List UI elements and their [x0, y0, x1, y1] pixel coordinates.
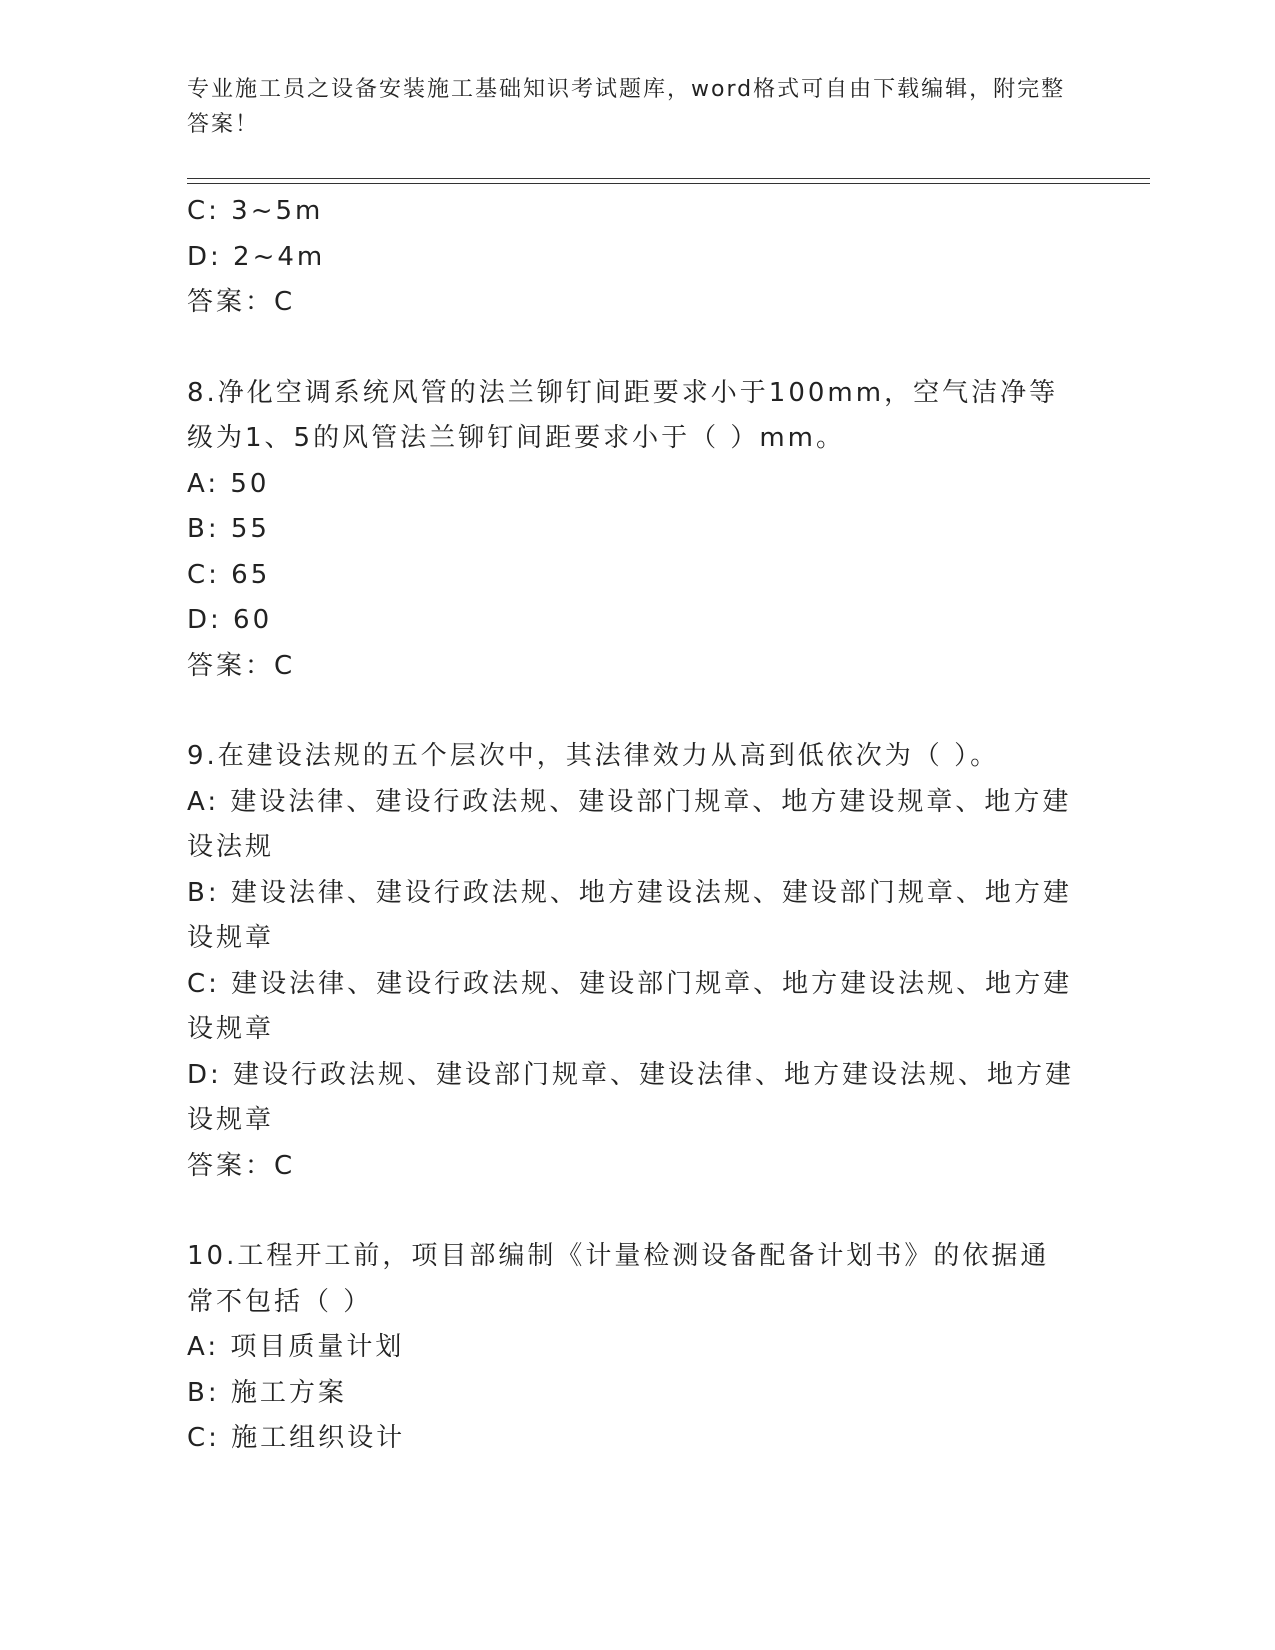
question-stem: 8.净化空调系统风管的法兰铆钉间距要求小于100mm，空气洁净等级为1、5的风管法兰铆钉间距要求小于（ ）mm。	[187, 377, 1059, 453]
option-c: C: 建设法律、建设行政法规、建设部门规章、地方建设法规、地方建设规章	[187, 968, 1073, 1044]
option-a: A: 50	[187, 468, 270, 499]
option-c: C: 3~5m	[187, 196, 324, 226]
option-b: B: 55	[187, 514, 270, 544]
header-divider-top	[187, 178, 1150, 179]
question-list	[187, 189, 1087, 1462]
answer-line: 答案：C	[187, 1150, 296, 1181]
question-9	[187, 734, 1087, 1189]
question-7-continuation	[187, 189, 1087, 326]
answer-line: 答案：C	[187, 650, 296, 681]
question-stem: 10.工程开工前，项目部编制《计量检测设备配备计划书》的依据通常不包括（ ）	[187, 1241, 1050, 1317]
answer-line: 答案：C	[187, 287, 296, 317]
document-header: 专业施工员之设备安装施工基础知识考试题库，word格式可自由下载编辑，附完整答案！	[187, 77, 1066, 137]
option-a: A: 项目质量计划	[187, 1332, 405, 1362]
spacer	[187, 326, 1087, 371]
spacer	[187, 689, 1087, 734]
question-8	[187, 371, 1087, 690]
option-d: D: 60	[187, 605, 273, 635]
header-divider-bottom	[187, 183, 1150, 184]
spacer	[187, 1189, 1087, 1234]
option-b: B: 建设法律、建设行政法规、地方建设法规、建设部门规章、地方建设规章	[187, 877, 1072, 953]
option-b: B: 施工方案	[187, 1377, 347, 1408]
option-d: D: 2~4m	[187, 241, 326, 272]
option-d: D: 建设行政法规、建设部门规章、建设法律、地方建设法规、地方建设规章	[187, 1059, 1075, 1135]
option-c: C: 65	[187, 559, 271, 590]
question-stem: 9.在建设法规的五个层次中，其法律效力从高到低依次为（ ）。	[187, 741, 1000, 771]
option-a: A: 建设法律、建设行政法规、建设部门规章、地方建设规章、地方建设法规	[187, 786, 1072, 862]
question-10	[187, 1234, 1087, 1462]
option-c: C: 施工组织设计	[187, 1423, 406, 1453]
